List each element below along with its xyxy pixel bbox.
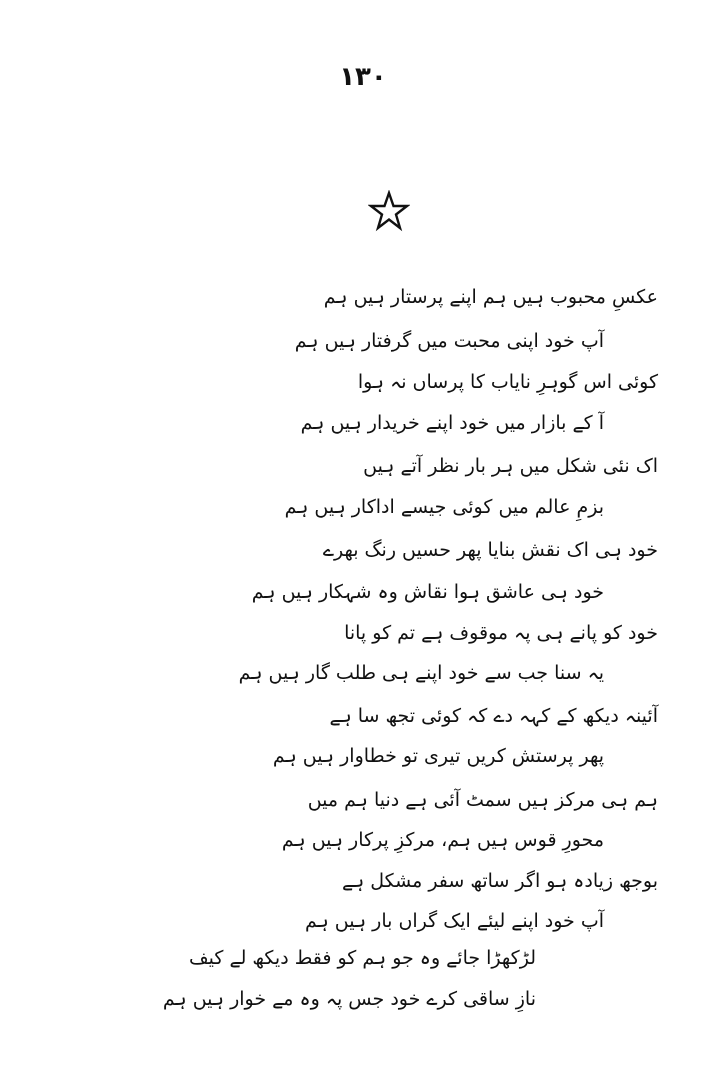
- poem-line: ہم ہی مرکز ہیں سمٹ آئی ہے دنیا ہم میں: [307, 789, 658, 811]
- poem-line: آئینہ دیکھ کے کہہ دے کہ کوئی تجھ سا ہے: [329, 705, 658, 727]
- poem-line: بوجھ زیادہ ہو اگر ساتھ سفر مشکل ہے: [341, 870, 658, 892]
- poem-line: خود ہی عاشق ہوا نقاش وہ شہکار ہیں ہم: [251, 581, 604, 603]
- poem-line: آپ خود اپنے لیئے ایک گراں بار ہیں ہم: [304, 910, 604, 932]
- poem-line: یہ سنا جب سے خود اپنے ہی طلب گار ہیں ہم: [238, 662, 604, 684]
- poem-line: کوئی اس گوہرِ نایاب کا پرساں نہ ہوا: [357, 371, 658, 393]
- poem-line: بزمِ عالم میں کوئی جیسے اداکار ہیں ہم: [284, 496, 604, 518]
- poem-line: پھر پرستش کریں تیری تو خطاوار ہیں ہم: [272, 745, 604, 767]
- poem-line: خود ہی اک نقش بنایا پھر حسیں رنگ بھرے: [322, 539, 658, 561]
- poem-line: خود کو پانے ہی پہ موقوف ہے تم کو پانا: [344, 622, 658, 644]
- poem-line: محورِ قوس ہیں ہم، مرکزِ پرکار ہیں ہم: [281, 829, 604, 851]
- poem-line: لڑکھڑا جائے وہ جو ہم کو فقط دیکھ لے کیف: [188, 947, 536, 969]
- poem-line: نازِ ساقی کرے خود جس پہ وہ مے خوار ہیں ہم: [162, 988, 536, 1010]
- poem-line: آ کے بازار میں خود اپنے خریدار ہیں ہم: [300, 412, 604, 434]
- page-number: ۱۳۰: [339, 62, 387, 92]
- poem-line: اک نئی شکل میں ہر بار نظر آتے ہیں: [363, 455, 658, 477]
- poem-line: عکسِ محبوب ہیں ہم اپنے پرستار ہیں ہم: [323, 286, 658, 308]
- star-outline-icon: [368, 190, 410, 232]
- poem-line: آپ خود اپنی محبت میں گرفتار ہیں ہم: [294, 330, 604, 352]
